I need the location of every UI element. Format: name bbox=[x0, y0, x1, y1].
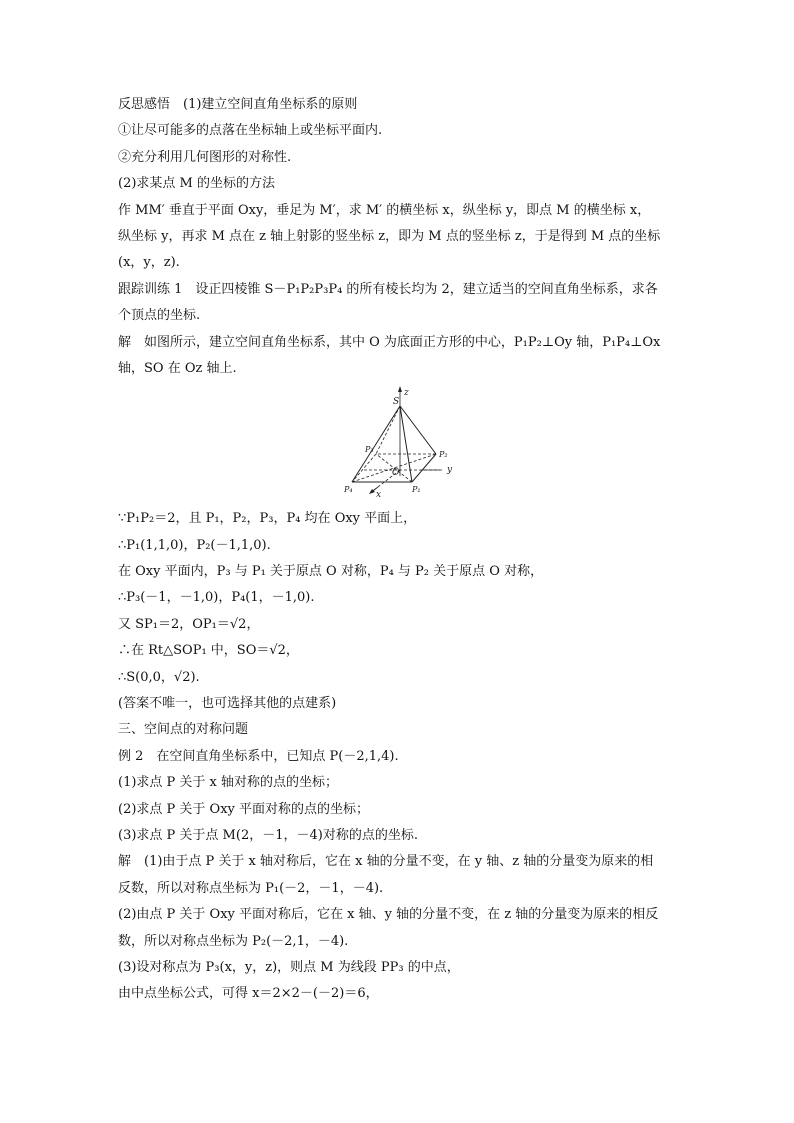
text-line: ∴P₃(－1，－1,0)，P₄(1，－1,0). bbox=[118, 590, 315, 606]
label-p1: P₁ bbox=[412, 485, 421, 495]
text-line: (3)设对称点为 P₃(x，y，z)，则点 M 为线段 PP₃ 的中点， bbox=[118, 959, 460, 975]
label-x: x bbox=[376, 490, 382, 501]
text-line: 又 SP₁＝2，OP₁＝√2， bbox=[118, 616, 260, 632]
text-line: (答案不唯一，也可选择其他的点建系) bbox=[118, 696, 337, 712]
text-line: 例 2 在空间直角坐标系中，已知点 P(－2,1,4). bbox=[118, 748, 399, 764]
text-line: 轴，SO 在 Oz 轴上. bbox=[118, 360, 237, 376]
text-line: ∴在 Rt△SOP₁ 中，SO＝√2， bbox=[118, 643, 299, 659]
text-line: ①让尽可能多的点落在坐标轴上或坐标平面内. bbox=[118, 123, 383, 139]
text-line: 三、空间点的对称问题 bbox=[118, 722, 249, 738]
text-line: (1)求点 P 关于 x 轴对称的点的坐标； bbox=[118, 775, 339, 791]
text-line: 由中点坐标公式，可得 x＝2×2－(－2)＝6， bbox=[118, 986, 379, 1002]
label-z: z bbox=[404, 388, 409, 399]
text-line: 解 如图所示，建立空间直角坐标系，其中 O 为底面正方形的中心，P₁P₂⊥Oy 轴，P₁P₄⊥Ox bbox=[118, 334, 661, 350]
label-p2: P₂ bbox=[439, 450, 448, 460]
text-line: 纵坐标 y，再求 M 点在 z 轴上射影的竖坐标 z，即为 M 点的竖坐标 z，于是得到 M 点的坐标 bbox=[118, 228, 661, 244]
text-line: 跟踪训练 1 设正四棱锥 S－P₁P₂P₃P₄ 的所有棱长均为 2，建立适当的空间直角坐标系，求各 bbox=[118, 281, 658, 297]
text-line: ∵P₁P₂＝2，且 P₁，P₂，P₃，P₄ 均在 Oxy 平面上， bbox=[118, 511, 417, 527]
label-p4: P₄ bbox=[344, 485, 353, 495]
text-line: (2)由点 P 关于 Oxy 平面对称后，它在 x 轴、y 轴的分量不变，在 z 轴的分量变为原来的相反 bbox=[118, 907, 659, 923]
text-line: 在 Oxy 平面内，P₃ 与 P₁ 关于原点 O 对称，P₄ 与 P₂ 关于原点 O 对称， bbox=[118, 564, 544, 580]
text-line: 作 MM′ 垂直于平面 Oxy，垂足为 M′，求 M′ 的横坐标 x，纵坐标 y，即点 M 的横坐标 x， bbox=[118, 202, 651, 218]
text-line: ∴S(0,0，√2). bbox=[118, 669, 200, 685]
label-s: S bbox=[393, 397, 400, 408]
text-line: 反数，所以对称点坐标为 P₁(－2，－1，－4). bbox=[118, 880, 384, 896]
text-line: (2)求某点 M 的坐标的方法 bbox=[118, 176, 275, 192]
pyramid-diagram-icon bbox=[344, 386, 464, 502]
text-line: ②充分利用几何图形的对称性. bbox=[118, 149, 292, 165]
text-line: (3)求点 P 关于点 M(2，－1，－4)对称的点的坐标. bbox=[118, 827, 418, 843]
text-line: 个顶点的坐标. bbox=[118, 308, 201, 324]
pyramid-figure bbox=[118, 382, 683, 506]
label-y: y bbox=[447, 465, 453, 476]
text-line: 解 (1)由于点 P 关于 x 轴对称后，它在 x 轴的分量不变，在 y 轴、z 轴的分量变为原来的相 bbox=[118, 854, 654, 870]
text-line: (x，y，z). bbox=[118, 255, 180, 271]
text-line: 反思感悟 (1)建立空间直角坐标系的原则 bbox=[118, 97, 358, 112]
label-p3: P₃ bbox=[365, 445, 374, 455]
document-page bbox=[118, 92, 683, 1008]
text-line: 数，所以对称点坐标为 P₂(－2,1，－4). bbox=[118, 933, 349, 949]
text-line: ∴P₁(1,1,0)，P₂(－1,1,0). bbox=[118, 537, 271, 553]
text-line: (2)求点 P 关于 Oxy 平面对称的点的坐标； bbox=[118, 801, 370, 817]
label-o: O bbox=[392, 468, 400, 479]
